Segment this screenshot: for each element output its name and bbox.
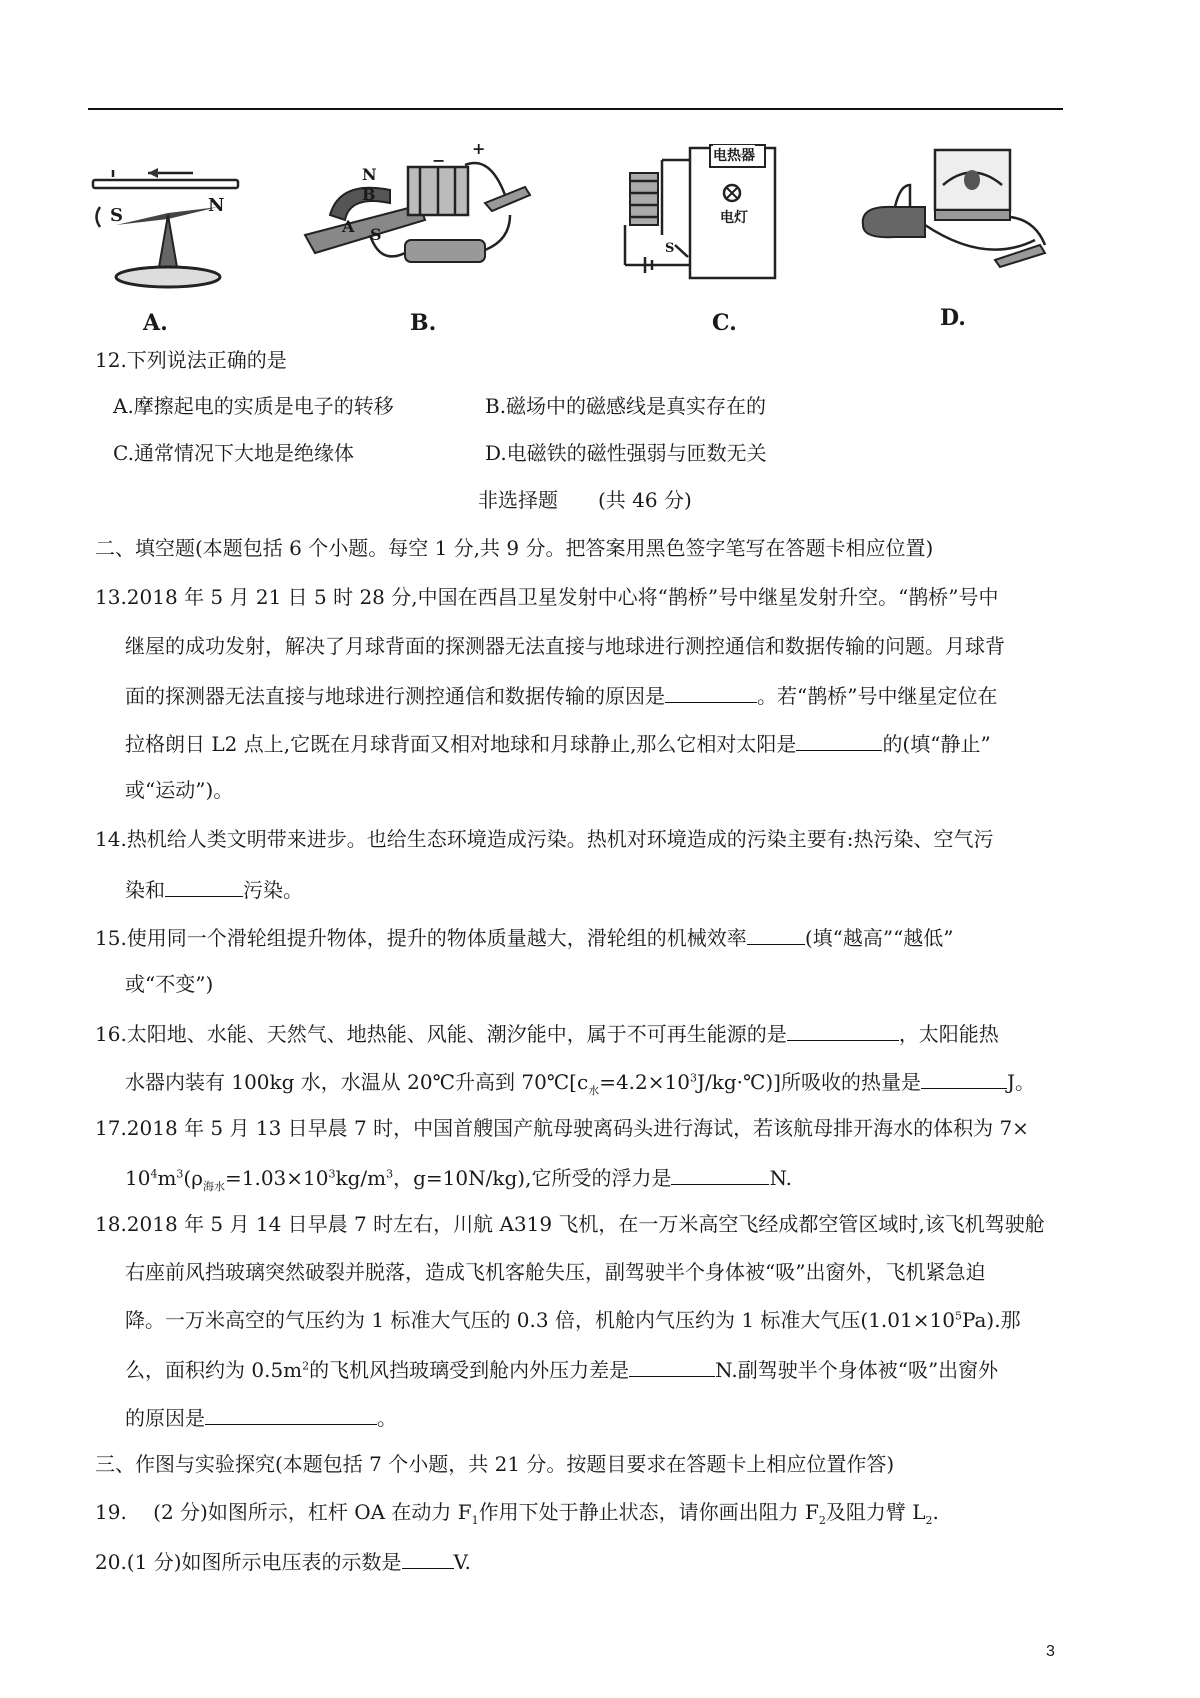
q13-line4-tail: 的(填“静止”: [882, 732, 991, 756]
q18-line3-sup: 5: [954, 1309, 962, 1323]
pole-b-label: B: [362, 185, 376, 204]
q18-line3: [125, 1310, 1021, 1330]
q13-line4: [125, 732, 991, 754]
figure-a: [88, 145, 248, 335]
page-number: 3: [1046, 1643, 1055, 1660]
pole-s-label: S: [110, 205, 123, 226]
q17-tail: N.: [769, 1166, 793, 1190]
q15-blank[interactable]: [747, 926, 805, 945]
q17-t6: ，g=10N/kg),它所受的浮力是: [393, 1166, 672, 1190]
q16-exponent: 3: [689, 1071, 697, 1085]
pole-n-label: N: [362, 165, 377, 184]
q18-line5: [125, 1406, 397, 1428]
figure-a-label: A.: [143, 310, 168, 336]
q18-line5-tail: 。: [377, 1406, 397, 1430]
q16-blank1[interactable]: [787, 1022, 899, 1041]
q16-line2-tail: J。: [1006, 1070, 1036, 1094]
figure-c-label: C.: [712, 310, 737, 336]
q13-blank1[interactable]: [665, 684, 757, 703]
q19-sub1: 1: [471, 1514, 479, 1527]
section2-heading: 二、填空题(本题包括 6 个小题。每空 1 分,共 9 分。把答案用黑色签字笔写在答题卡相应位置): [95, 536, 934, 560]
q19-text1: 19. (2 分)如图所示，杠杆 OA 在动力 F: [95, 1500, 472, 1524]
q17-line1: 17.2018 年 5 月 13 日早晨 7 时，中国首艘国产航母驶离码头进行海试，若该航母排开海水的体积为 7×: [95, 1116, 1029, 1140]
q17-t1: 10: [125, 1166, 151, 1190]
q18-line5-text: 的原因是: [125, 1406, 205, 1430]
q18-line3-tail: Pa).那: [961, 1308, 1021, 1332]
q16-line2: [125, 1070, 1035, 1096]
q16-line2-unit: J/kg·℃)]所吸收的热量是: [696, 1070, 921, 1094]
q15-line1-text: 15.使用同一个滑轮组提升物体，提升的物体质量越大，滑轮组的机械效率: [95, 926, 747, 950]
q13-line3: [125, 684, 997, 706]
q20-blank[interactable]: [402, 1550, 454, 1569]
q18-line4-sup: 2: [302, 1359, 310, 1373]
q19-tail: .: [932, 1500, 939, 1524]
q19-sub3: 2: [925, 1514, 933, 1527]
q18-line4-mid: 的飞机风挡玻璃受到舱内外压力差是: [309, 1358, 630, 1382]
figure-b-label: B.: [410, 310, 437, 336]
q14-line2-tail: 污染。: [243, 878, 303, 902]
q15-line2: 或“不变”): [125, 972, 214, 996]
q12-stem: 12.下列说法正确的是: [95, 348, 287, 372]
relay-circuit-diagram: [620, 145, 790, 295]
q20-tail: V.: [453, 1550, 471, 1574]
q20-text: 20.(1 分)如图所示电压表的示数是: [95, 1550, 402, 1574]
q16-water-subscript: 水: [588, 1084, 600, 1097]
q16-line1-tail: ，太阳能热: [898, 1022, 999, 1046]
figure-c: [620, 145, 790, 335]
figure-d-label: D.: [940, 305, 966, 331]
q13-line3-tail: 。若“鹊桥”号中继星定位在: [757, 684, 998, 708]
minus-label: −: [432, 151, 446, 170]
q16-line1-text: 16.太阳地、水能、天然气、地热能、风能、潮汐能中，属于不可再生能源的是: [95, 1022, 787, 1046]
q17-t5: kg/m: [335, 1166, 387, 1190]
q19-text3: 及阻力臂 L: [825, 1500, 926, 1524]
q19-line: [95, 1502, 939, 1526]
q18-blank1[interactable]: [629, 1358, 715, 1377]
q17-sub: 海水: [202, 1180, 225, 1193]
pole-s-label: S: [370, 225, 382, 244]
q13-line4-text: 拉格朗日 L2 点上,它既在月球背面又相对地球和月球静止,那么它相对太阳是: [125, 732, 797, 756]
q18-line4-text: 么，面积约为 0.5m: [125, 1358, 303, 1382]
q15-line1-tail: (填“越高”“越低”: [804, 926, 954, 950]
q14-line1: 14.热机给人类文明带来进步。也给生态环境造成污染。热机对环境造成的污染主要有:热污染、空气污: [95, 827, 994, 851]
switch-label: S: [665, 241, 675, 256]
q14-blank[interactable]: [165, 878, 243, 897]
q17-t4: =1.03×10: [224, 1166, 329, 1190]
q19-text2: 作用下处于静止状态，请你画出阻力 F: [478, 1500, 819, 1524]
pole-n-label: N: [208, 195, 225, 216]
header-rule: [88, 108, 1063, 110]
q18-line4-tail: N.副驾驶半个身体被“吸”出窗外: [715, 1358, 999, 1382]
galvanometer-diagram: [855, 145, 1055, 295]
q13-line2: 继屋的成功发射，解决了月球背面的探测器无法直接与地球进行测控通信和数据传输的问题。月球背: [125, 634, 1005, 658]
q17-t3: (ρ: [183, 1166, 203, 1190]
q12-option-d: D.电磁铁的磁性强弱与匝数无关: [485, 441, 767, 465]
q12-option-b: B.磁场中的磁感线是真实存在的: [485, 394, 767, 418]
q18-line3-text: 降。一万米高空的气压约为 1 标准大气压的 0.3 倍，机舱内气压约为 1 标准大气压(1.01×10: [125, 1308, 955, 1332]
heater-label: 电热器: [713, 145, 755, 165]
lamp-label: 电灯: [720, 210, 748, 226]
q18-line1: 18.2018 年 5 月 14 日早晨 7 时左右，川航 A319 飞机，在一万米高空飞经成都空管区域时,该飞机驾驶舱: [95, 1212, 1045, 1236]
figure-d: [855, 145, 1055, 335]
q18-line4: [125, 1358, 998, 1380]
q13-line3-text: 面的探测器无法直接与地球进行测控通信和数据传输的原因是: [125, 684, 665, 708]
q19-sub2: 2: [818, 1514, 826, 1527]
q17-sup1: 4: [150, 1167, 158, 1181]
q17-sup4: 3: [386, 1167, 394, 1181]
q15-line1: [95, 926, 954, 948]
q17-line2: [125, 1166, 792, 1192]
q17-blank[interactable]: [671, 1166, 769, 1185]
q20-line: [95, 1550, 471, 1572]
q13-blank2[interactable]: [796, 732, 882, 751]
q12-option-a: A.摩擦起电的实质是电子的转移: [113, 394, 394, 418]
q14-line2: [125, 878, 303, 900]
q16-line2-text: 水器内装有 100kg 水，水温从 20℃升高到 70℃[c: [125, 1070, 589, 1094]
pole-a-label: A: [342, 217, 355, 236]
q17-sup2: 3: [176, 1167, 184, 1181]
q16-line1: [95, 1022, 999, 1044]
plus-label: +: [472, 139, 486, 158]
q18-blank2[interactable]: [205, 1406, 377, 1425]
q18-line2: 右座前风挡玻璃突然破裂并脱落，造成飞机客舱失压，副驾驶半个身体被“吸”出窗外，飞机紧急迫: [125, 1260, 986, 1284]
section3-heading: 三、作图与实验探究(本题包括 7 个小题，共 21 分。按题目要求在答题卡上相应位置作答): [95, 1452, 895, 1476]
q16-blank2[interactable]: [921, 1070, 1007, 1089]
q16-line2-value: =4.2×10: [599, 1070, 690, 1094]
q13-line5: 或“运动”)。: [125, 778, 234, 802]
q13-line1: 13.2018 年 5 月 21 日 5 时 28 分,中国在西昌卫星发射中心将“鹊桥”号中继星发射升空。“鹊桥”号中: [95, 585, 999, 609]
q17-sup3: 3: [328, 1167, 336, 1181]
figure-b: [300, 139, 565, 336]
q17-t2: m: [157, 1166, 177, 1190]
section-nonchoice-heading: 非选择题 (共 46 分): [478, 488, 692, 512]
q12-option-c: C.通常情况下大地是绝缘体: [113, 441, 354, 465]
q14-line2-text: 染和: [125, 878, 165, 902]
